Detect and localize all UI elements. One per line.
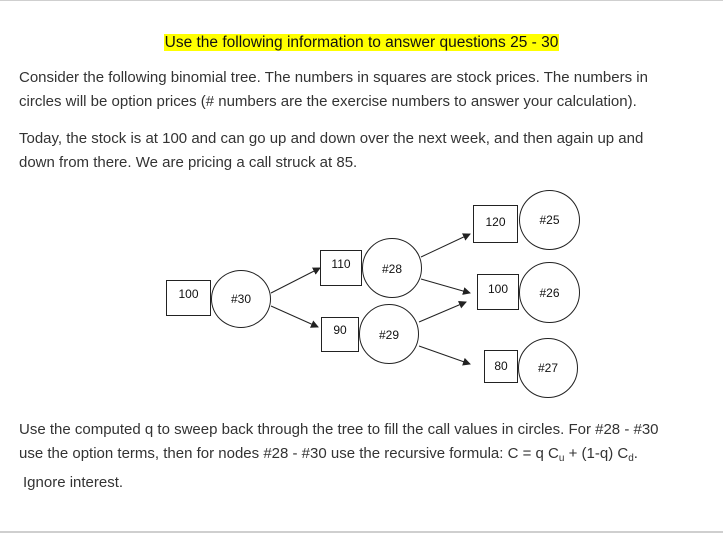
arrow-down-to-dd xyxy=(419,346,470,364)
stock-price-box-uu: 120 xyxy=(473,205,518,243)
arrow-up-to-uu xyxy=(421,234,470,257)
bottom-divider xyxy=(0,531,723,533)
instructions-line-2 xyxy=(19,442,709,471)
stock-price-box-dd: 80 xyxy=(484,350,518,383)
setup-line-2: down from there. We are pricing a call struck at 85. xyxy=(19,154,358,171)
option-circle-27: #27 xyxy=(518,338,578,398)
stock-price-box-up: 110 xyxy=(320,250,362,286)
stock-price-box-root: 100 xyxy=(166,280,211,316)
option-circle-26: #26 xyxy=(519,262,580,323)
subscript-u: u xyxy=(558,453,565,464)
option-circle-29: #29 xyxy=(359,304,419,364)
arrow-up-to-ud xyxy=(421,279,470,293)
arrow-root-to-down xyxy=(271,306,318,327)
intro-line-1: Consider the following binomial tree. The numbers in squares are stock prices. The numbers in xyxy=(19,69,648,86)
stock-price-box-down: 90 xyxy=(321,317,359,352)
option-circle-25: #25 xyxy=(519,190,580,250)
stock-price-box-ud: 100 xyxy=(477,274,519,310)
instructions-paragraph xyxy=(19,418,709,495)
instructions-line-1: Use the computed q to sweep back through the tree to fill the call values in circles. For #28 - #30 xyxy=(19,421,659,438)
instructions-line-3: Ignore interest. xyxy=(23,474,124,491)
setup-line-1: Today, the stock is at 100 and can go up and down over the next week, and then again up and xyxy=(19,130,644,147)
option-circle-30: #30 xyxy=(211,270,271,328)
option-circle-28: #28 xyxy=(362,238,422,298)
arrow-down-to-ud xyxy=(419,302,466,322)
formula-prefix: use the option terms, then for nodes #28 - #30 use the recursive formula: C = q C xyxy=(19,445,559,462)
formula-middle: + (1-q) C xyxy=(564,445,629,462)
formula-end: . xyxy=(633,445,638,462)
arrow-root-to-up xyxy=(271,268,320,293)
subscript-d: d xyxy=(628,453,634,464)
intro-line-2: circles will be option prices (# numbers are the exercise numbers to answer your calculation). xyxy=(19,93,637,110)
highlighted-heading-text: Use the following information to answer questions 25 - 30 xyxy=(164,34,559,51)
